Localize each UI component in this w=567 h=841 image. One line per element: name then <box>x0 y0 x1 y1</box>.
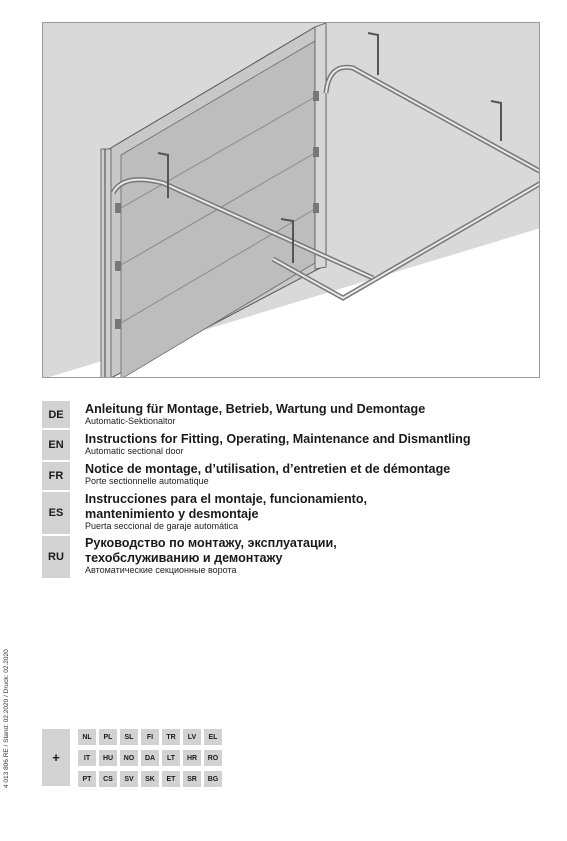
lang-code-fr: FR <box>42 462 70 490</box>
language-code-cell: FI <box>141 729 159 745</box>
language-code-cell: BG <box>204 771 222 787</box>
lang-row-fr <box>42 462 502 490</box>
language-code-cell: PL <box>99 729 117 745</box>
language-code-cell: RO <box>204 750 222 766</box>
lang-row-ru <box>42 536 502 578</box>
language-code-cell: IT <box>78 750 96 766</box>
subtitle-es: Puerta seccional de garaje automática <box>85 521 239 531</box>
lang-row-es <box>42 492 502 534</box>
lang-code-ru: RU <box>42 536 70 578</box>
language-code-cell: LV <box>183 729 201 745</box>
subtitle-de: Automatic-Sektionaltor <box>85 416 176 426</box>
more-languages-plus: + <box>42 729 70 786</box>
lang-code-es: ES <box>42 492 70 534</box>
subtitle-en: Automatic sectional door <box>85 446 184 456</box>
language-code-cell: SR <box>183 771 201 787</box>
subtitle-ru: Автоматические секционные ворота <box>85 565 237 575</box>
language-code-cell: PT <box>78 771 96 787</box>
door-illustration <box>42 22 540 378</box>
language-code-cell: HU <box>99 750 117 766</box>
lang-row-de <box>42 401 502 428</box>
sectional-door-drawing <box>43 23 540 378</box>
language-code-cell: SL <box>120 729 138 745</box>
lang-row-en <box>42 430 502 460</box>
title-ru-line2: техобслуживанию и демонтажу <box>85 551 283 565</box>
title-ru-line1: Руководство по монтажу, эксплуатации, <box>85 536 337 550</box>
more-languages-grid <box>78 729 222 787</box>
title-es-line1: Instrucciones para el montaje, funcionamiento, <box>85 492 368 506</box>
title-en: Instructions for Fitting, Operating, Maintenance and Dismantling <box>85 432 471 446</box>
language-code-cell: CS <box>99 771 117 787</box>
language-code-cell: NO <box>120 750 138 766</box>
language-code-cell: HR <box>183 750 201 766</box>
title-fr: Notice de montage, d’utilisation, d’entretien et de démontage <box>85 462 451 476</box>
language-code-cell: NL <box>78 729 96 745</box>
language-code-cell: SV <box>120 771 138 787</box>
language-code-cell: SK <box>141 771 159 787</box>
lang-code-de: DE <box>42 401 70 428</box>
language-code-cell: TR <box>162 729 180 745</box>
subtitle-fr: Porte sectionnelle automatique <box>85 476 209 486</box>
language-code-cell: LT <box>162 750 180 766</box>
language-code-cell: EL <box>204 729 222 745</box>
lang-code-en: EN <box>42 430 70 460</box>
language-code-cell: ET <box>162 771 180 787</box>
title-es-line2: mantenimiento y desmontaje <box>85 507 259 521</box>
language-code-cell: DA <box>141 750 159 766</box>
print-reference: 4 013 806 RE / Stand: 02.2020 / Druck: 02.2020 <box>3 649 10 788</box>
title-de: Anleitung für Montage, Betrieb, Wartung und Demontage <box>85 402 426 416</box>
